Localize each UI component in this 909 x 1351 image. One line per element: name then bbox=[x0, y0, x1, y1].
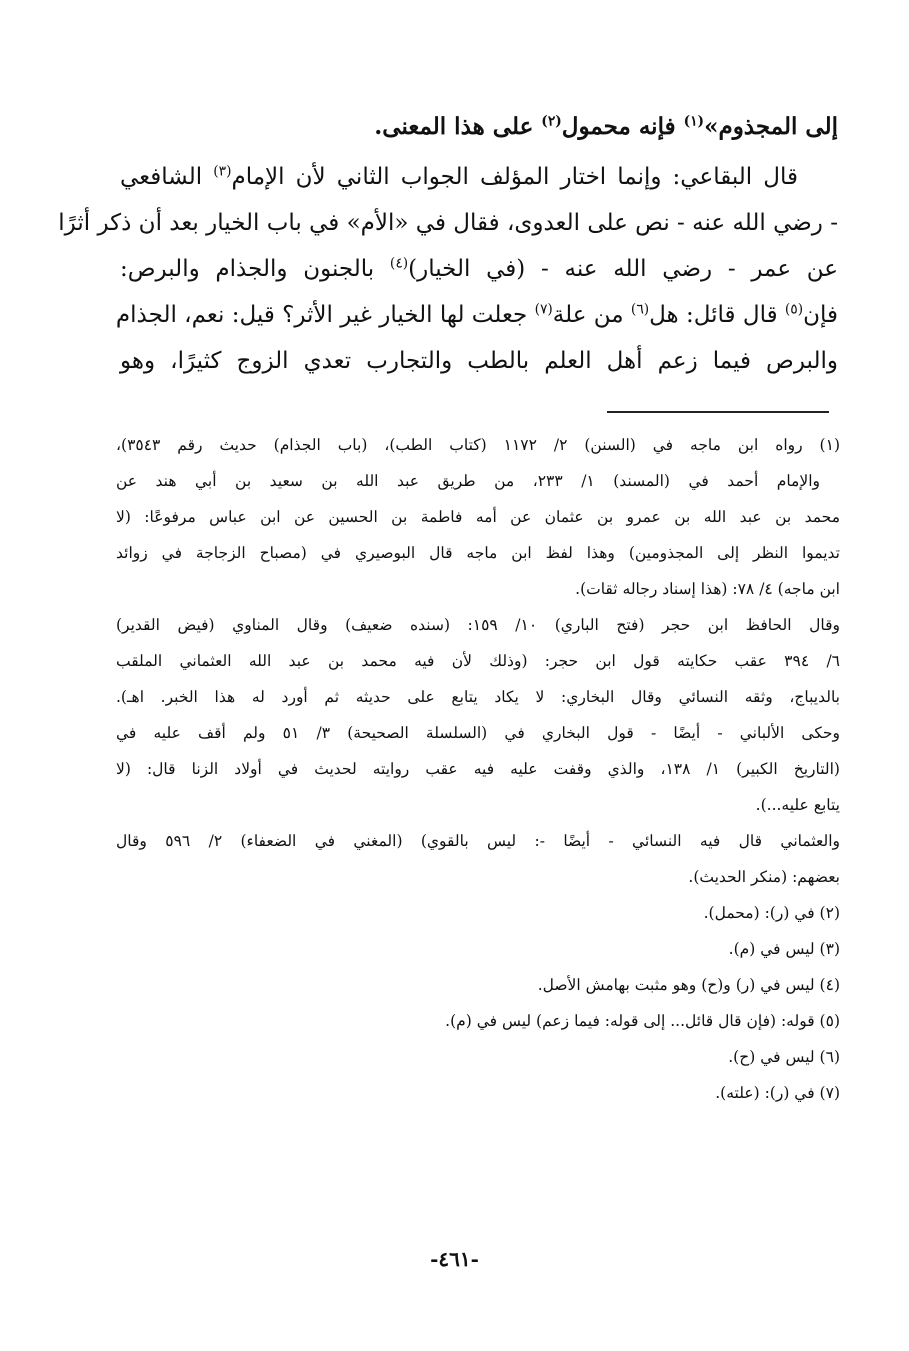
footnote-line: محمد بن عبد الله بن عمرو بن عثمان عن أمه فاطمة بن الحسين عن ابن عباس مرفوعًا: (لا bbox=[116, 508, 840, 526]
main-line-6: والبرص فيما زعم أهل العلم بالطب والتجارب تعدي الزوج كثيرًا، وهو bbox=[120, 348, 838, 374]
footnote-line: والعثماني قال فيه النسائي - أيضًا -: ليس بالقوي) (المغني في الضعفاء) ٢/ ٥٩٦ وقال bbox=[116, 832, 840, 850]
footnote-ref-5: (٥) bbox=[784, 301, 804, 318]
footnote-line: (التاريخ الكبير) ١/ ١٣٨، والذي وقفت عليه فيه عقب روايته لحديث في أولاد الزنا قال: (لا bbox=[116, 760, 840, 778]
footnote-line: (٧) في (ر): (علته). bbox=[715, 1084, 840, 1102]
footnote-ref-2: (٢) bbox=[541, 113, 562, 130]
footnote-line: يتابع عليه...). bbox=[755, 796, 840, 814]
footnote-ref-3: (٣) bbox=[213, 163, 232, 180]
footnote-ref-1: (١) bbox=[683, 113, 705, 130]
main-text bbox=[58, 100, 839, 384]
footnote-line: والإمام أحمد في (المسند) ١/ ٢٣٣، من طريق عبد الله بن سعيد بن أبي هند عن bbox=[116, 472, 820, 490]
main-line-3: - رضي الله عنه - نص على العدوى، فقال في «الأم» في باب الخيار بعد أن ذكر أثرًا bbox=[58, 210, 838, 236]
footnotes bbox=[116, 427, 840, 1111]
footnote-line: وحكى الألباني - أيضًا - قول البخاري في (السلسلة الصحيحة) ٣/ ٥١ ولم أقف عليه في bbox=[116, 724, 840, 742]
footnote-line: بعضهم: (منكر الحديث). bbox=[688, 868, 840, 886]
page-number: -٤٦١- bbox=[430, 1247, 479, 1271]
main-line-2: قال البقاعي: وإنما اختار المؤلف الجواب الثاني لأن الإمام$^{(٣)}$ الشافعي bbox=[120, 163, 798, 190]
footnote-line: (١) رواه ابن ماجه في (السنن) ٢/ ١١٧٢ (كتاب الطب)، (باب الجذام) حديث رقم ٣٥٤٣)، bbox=[116, 436, 840, 454]
footnote-line: (٤) ليس في (ر) و(ح) وهو مثبت بهامش الأصل. bbox=[537, 976, 840, 994]
footnote-line: (٦) ليس في (ح). bbox=[728, 1048, 840, 1066]
main-line-5: فإن$^{(٥)}$ قال قائل: هل$^{(٦)}$ من علة$^{(٧)}$ جعلت لها الخيار غير الأثر؟ قيل: نعم، الجذام bbox=[115, 301, 838, 328]
footnote-ref-7: (٧) bbox=[534, 301, 553, 318]
footnote-line: (٢) في (ر): (محمل). bbox=[703, 904, 840, 922]
footnote-separator bbox=[607, 411, 829, 413]
footnote-line: ابن ماجه) ٤/ ٧٨: (هذا إسناد رجاله ثقات). bbox=[575, 580, 840, 598]
footnote-line: بالديباج، وثقه النسائي وقال البخاري: لا يكاد يتابع على حديثه ثم أورد له هذا الخبر. اهـ). bbox=[116, 688, 840, 706]
footnote-line: (٥) قوله: (فإن قال قائل... إلى قوله: فيما زعم) ليس في (م). bbox=[445, 1012, 840, 1030]
footnote-line: (٣) ليس في (م). bbox=[728, 940, 840, 958]
footnote-ref-6: (٦) bbox=[630, 301, 650, 318]
footnote-line: تديموا النظر إلى المجذومين) وهذا لفظ ابن ماجه قال البوصيري في (مصباح الزجاجة في زوائد bbox=[116, 544, 840, 562]
footnote-ref-4: (٤) bbox=[389, 255, 409, 272]
main-line-1: إلى المجذوم»$^{(١)}$ فإنه محمول$^{(٢)}$ على هذا المعنى. bbox=[374, 113, 838, 140]
footnote-line: ٦/ ٣٩٤ عقب حكايته قول ابن حجر: (وذلك لأن فيه محمد بن عبد الله العثماني الملقب bbox=[116, 652, 840, 670]
main-line-4: عن عمر - رضي الله عنه - (في الخيار)$^{(٤)}$ بالجنون والجذام والبرص: bbox=[120, 255, 839, 282]
footnote-line: وقال الحافظ ابن حجر (فتح الباري) ١٠/ ١٥٩: (سنده ضعيف) وقال المناوي (فيض القدير) bbox=[116, 616, 840, 634]
